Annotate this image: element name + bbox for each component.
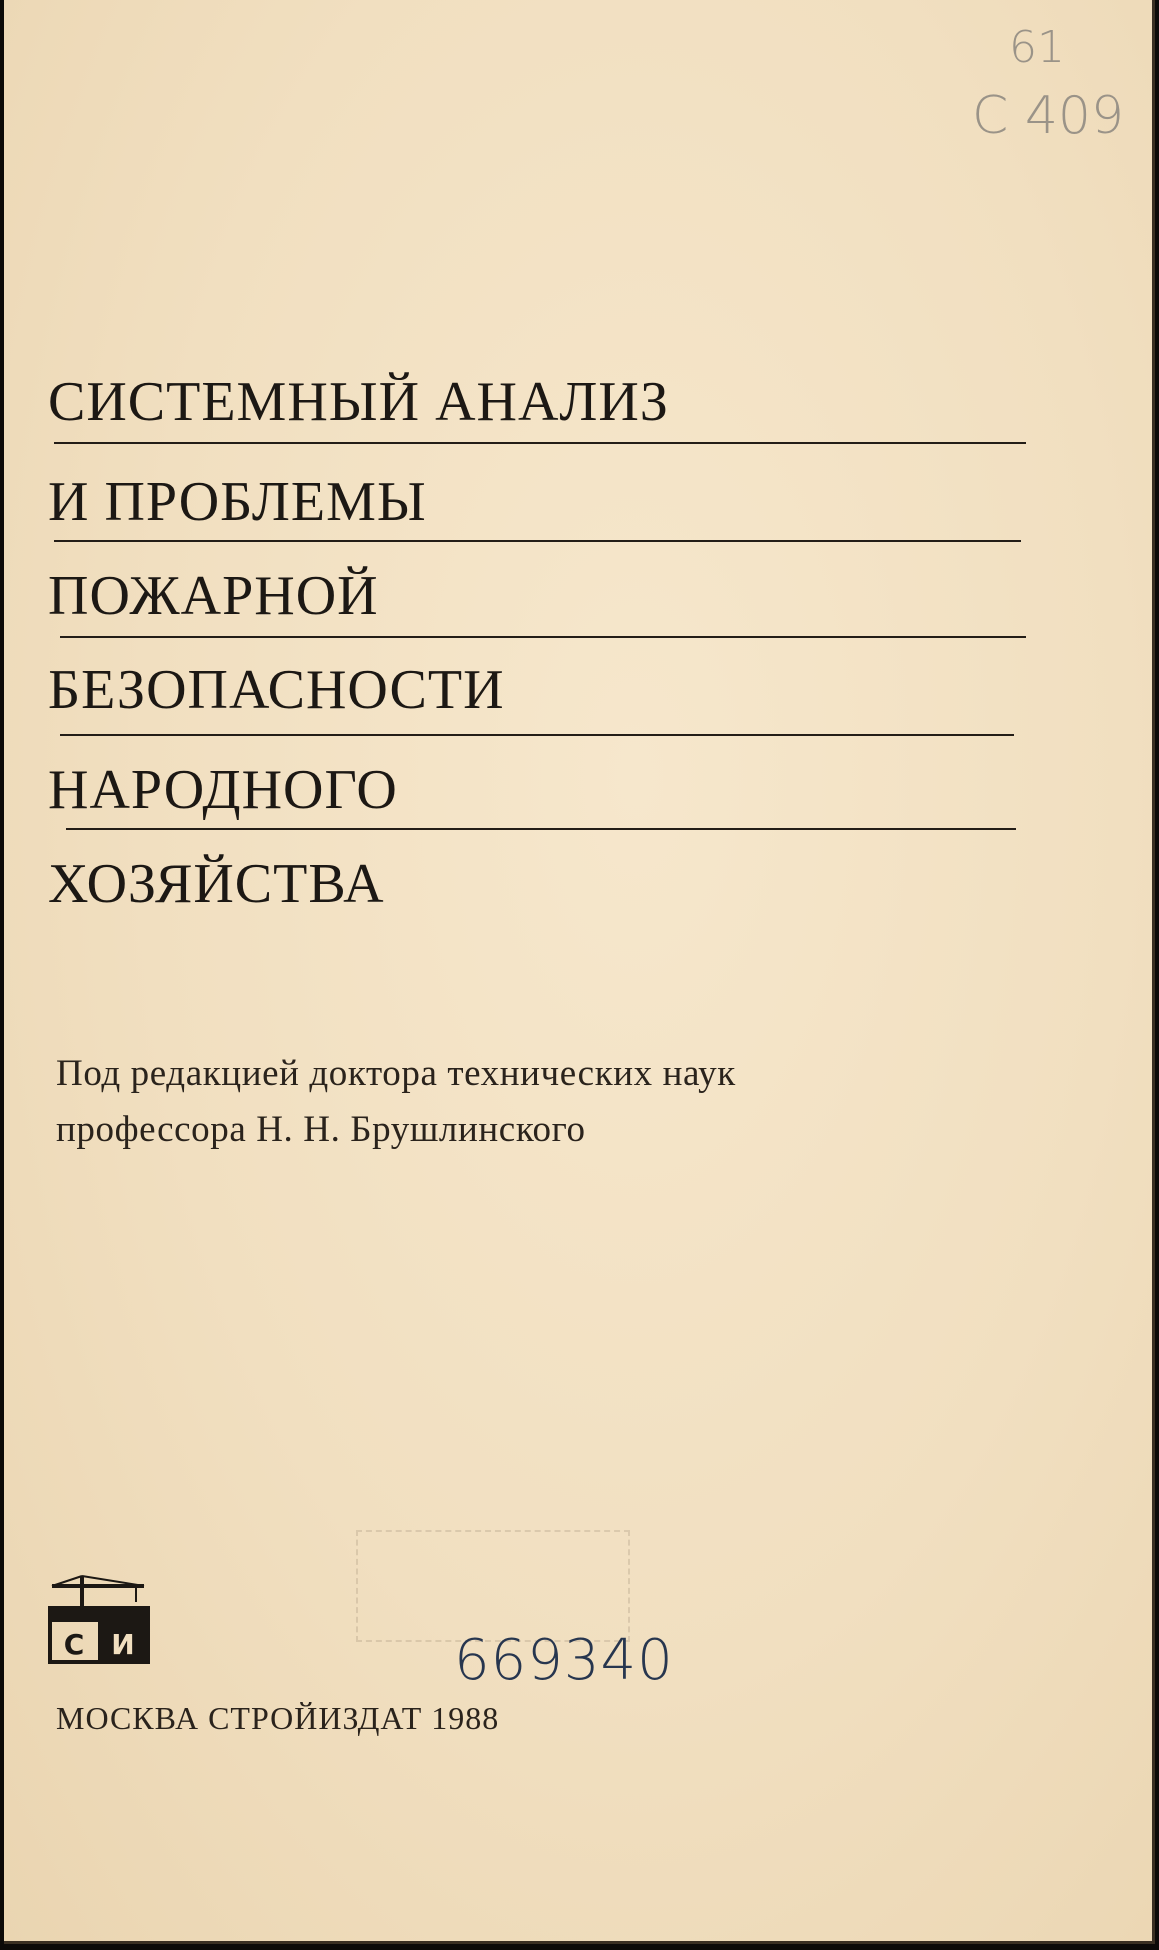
title-line-2: И ПРОБЛЕМЫ [48, 471, 427, 533]
title-line-6: ХОЗЯЙСТВА [48, 853, 385, 915]
handwritten-call-number-1: 61 [1009, 22, 1065, 73]
editor-line-2: профессора Н. Н. Брушлинского [56, 1109, 586, 1150]
title-line-1: СИСТЕМНЫЙ АНАЛИЗ [48, 371, 669, 433]
title-line-3: ПОЖАРНОЙ [48, 565, 379, 627]
title-page [4, 0, 1155, 1944]
publisher-logo-icon [48, 1572, 152, 1664]
svg-text:С: С [63, 1628, 85, 1661]
handwritten-inventory-number: 669340 [454, 1628, 674, 1693]
title-rule-5 [66, 828, 1016, 830]
handwritten-call-number-2: С 409 [972, 86, 1125, 146]
title-rule-1 [54, 442, 1026, 444]
title-line-4: БЕЗОПАСНОСТИ [48, 659, 505, 721]
imprint: МОСКВА СТРОЙИЗДАТ 1988 [56, 1700, 500, 1736]
publisher-logo [48, 1572, 152, 1664]
title-rule-4 [60, 734, 1014, 736]
editor-line-1: Под редакцией доктора технических наук [56, 1053, 736, 1094]
svg-text:И: И [111, 1628, 135, 1661]
title-rule-3 [60, 636, 1026, 638]
title-line-5: НАРОДНОГО [48, 759, 398, 821]
faded-stamp [356, 1530, 630, 1642]
title-rule-2 [54, 540, 1021, 542]
